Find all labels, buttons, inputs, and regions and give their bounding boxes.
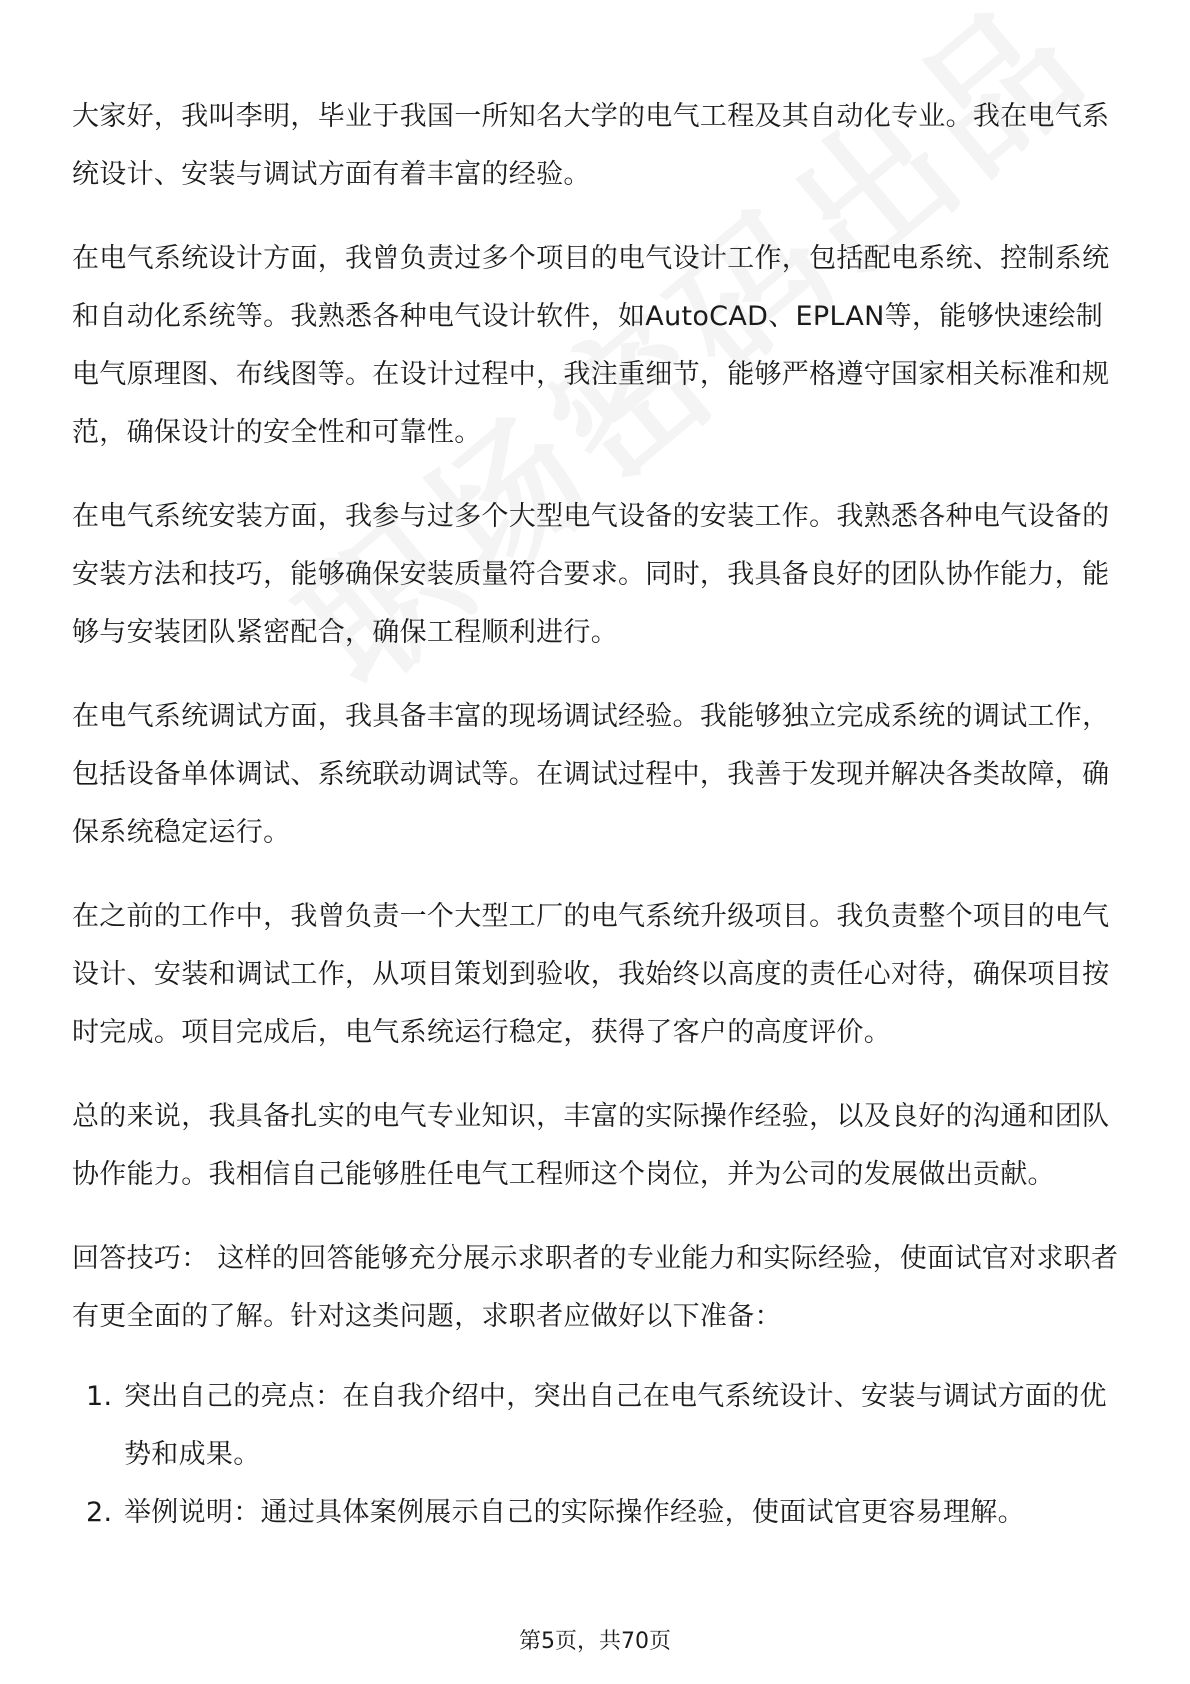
list-item-text: 突出自己的亮点：在自我介绍中，突出自己在电气系统设计、安装与调试方面的优势和成果。 — [124, 1381, 1107, 1470]
paragraph-project: 在之前的工作中，我曾负责一个大型工厂的电气系统升级项目。我负责整个项目的电气设计、安装和调试工作，从项目策划到验收，我始终以高度的责任心对待，确保项目按时完成。项目完成后，电气系统运行稳定，获得了客户的高度评价。 — [72, 901, 1110, 1048]
list-item-text: 举例说明：通过具体案例展示自己的实际操作经验，使面试官更容易理解。 — [124, 1497, 1025, 1528]
list-item — [72, 1484, 1124, 1542]
document-body — [72, 88, 1124, 1542]
paragraph-commissioning: 在电气系统调试方面，我具备丰富的现场调试经验。我能够独立完成系统的调试工作，包括设备单体调试、系统联动调试等。在调试过程中，我善于发现并解决各类故障，确保系统稳定运行。 — [72, 701, 1110, 848]
answer-tip: 回答技巧： 这样的回答能够充分展示求职者的专业能力和实际经验，使面试官对求职者有更全面的了解。针对这类问题，求职者应做好以下准备： — [72, 1243, 1119, 1332]
paragraph-design: 在电气系统设计方面，我曾负责过多个项目的电气设计工作，包括配电系统、控制系统和自动化系统等。我熟悉各种电气设计软件，如AutoCAD、EPLAN等，能够快速绘制电气原理图、布线图等。在设计过程中，我注重细节，能够严格遵守国家相关标准和规范，确保设计的安全性和可靠性。 — [72, 243, 1110, 448]
list-number: 2. — [86, 1497, 113, 1528]
paragraph-summary: 总的来说，我具备扎实的电气专业知识，丰富的实际操作经验，以及良好的沟通和团队协作能力。我相信自己能够胜任电气工程师这个岗位，并为公司的发展做出贡献。 — [72, 1101, 1110, 1190]
paragraph-installation: 在电气系统安装方面，我参与过多个大型电气设备的安装工作。我熟悉各种电气设备的安装方法和技巧，能够确保安装质量符合要求。同时，我具备良好的团队协作能力，能够与安装团队紧密配合，确保工程顺利进行。 — [72, 501, 1110, 648]
tips-list — [72, 1368, 1124, 1542]
paragraph-intro: 大家好，我叫李明，毕业于我国一所知名大学的电气工程及其自动化专业。我在电气系统设计、安装与调试方面有着丰富的经验。 — [72, 101, 1110, 190]
list-number: 1. — [86, 1381, 113, 1412]
list-item — [72, 1368, 1124, 1484]
page-number-footer: 第5页，共70页 — [519, 1629, 671, 1654]
